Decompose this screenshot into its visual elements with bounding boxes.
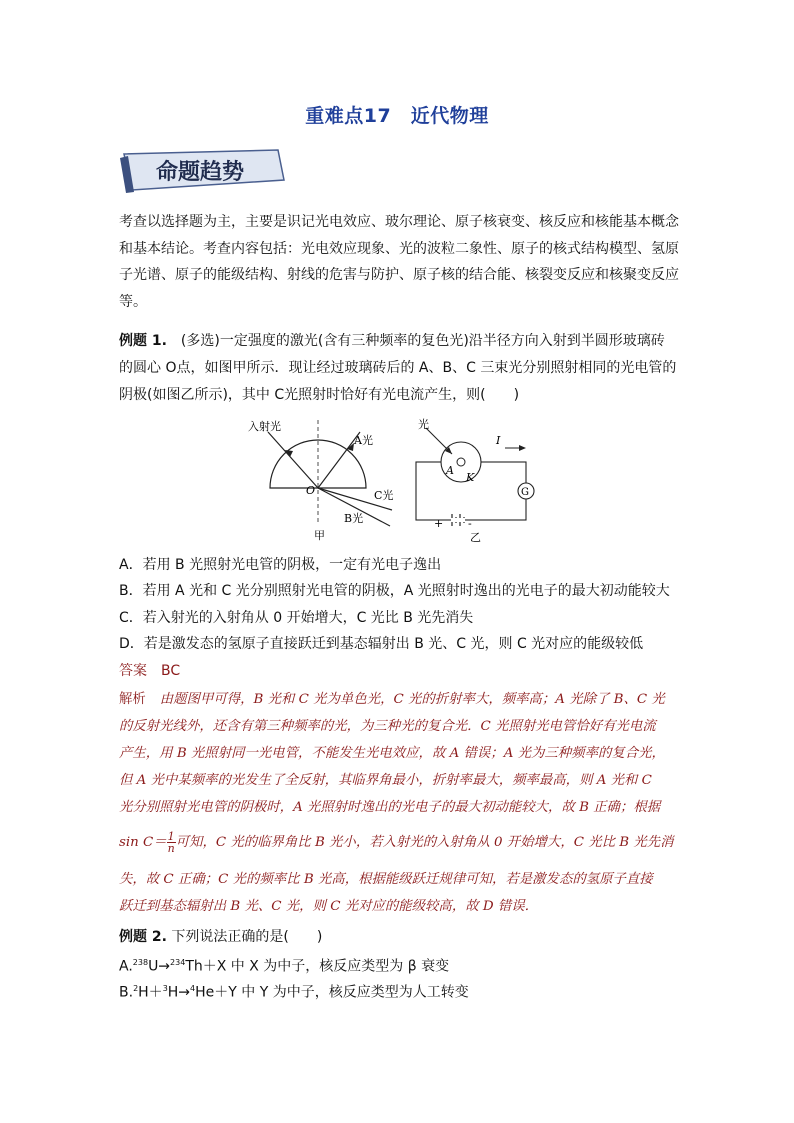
opt-b-mass1: 2 bbox=[133, 984, 139, 993]
opt-a-rest: Th＋X 中 X 为中子，核反应类型为 β 衰变 bbox=[185, 958, 450, 975]
example1-line1 bbox=[119, 331, 679, 351]
example1-figure bbox=[240, 414, 570, 544]
answer-line bbox=[119, 661, 679, 681]
solution-formula-post: 可知，C 光的临界角比 B 光小，若入射光的入射角从 0 开始增大，C 光比 B 光先消 bbox=[175, 835, 674, 850]
solution-line6 bbox=[119, 829, 679, 856]
example1-label: 例题 1. bbox=[119, 333, 167, 349]
solution-line4: 但 A 光中某频率的光发生了全反射，其临界角最小，折射率最大，频率最高，则 A 光和 C bbox=[119, 773, 652, 788]
opt-b-prefix: B. bbox=[119, 984, 134, 1001]
label-b-light: B光 bbox=[344, 512, 364, 525]
caption-yi: 乙 bbox=[470, 531, 481, 544]
option-b: B．若用 A 光和 C 光分别照射光电管的阴极，A 光照射时逸出的光电子的最大初动能较大 bbox=[119, 583, 670, 599]
opt-b-mass2: 3 bbox=[162, 984, 168, 993]
label-light: 光 bbox=[418, 418, 429, 431]
option-c: C．若入射光的入射角从 0 开始增大，C 光比 B 光先消失 bbox=[119, 610, 474, 626]
solution-label: 解析 bbox=[119, 692, 146, 707]
example1-line3: 阴极(如图乙所示)，其中 C光照射时恰好有光电流产生，则( ) bbox=[119, 387, 520, 403]
option-d: D．若是激发态的氢原子直接跃迁到基态辐射出 B 光、C 光，则 C 光对应的能级较低 bbox=[119, 636, 644, 652]
example1-stem: (多选)一定强度的激光(含有三种频率的复色光)沿半径方向入射到半圆形玻璃砖 bbox=[166, 333, 665, 349]
solution-line1 bbox=[119, 686, 679, 713]
opt-a-mass2: 234 bbox=[170, 958, 186, 967]
label-k: K bbox=[466, 471, 475, 484]
label-g: G bbox=[521, 487, 529, 498]
solution-line3: 产生，用 B 光照射同一光电管，不能发生光电效应，故 A 错误；A 光为三种频率的复合光， bbox=[119, 746, 665, 761]
label-c-light: C光 bbox=[374, 489, 394, 502]
option-a: A．若用 B 光照射光电管的阴极，一定有光电子逸出 bbox=[119, 557, 442, 573]
example2-label: 例题 2. bbox=[119, 929, 167, 945]
label-anode: A bbox=[446, 464, 454, 477]
opt-a-prefix: A. bbox=[119, 958, 133, 975]
answer-label: 答案 bbox=[119, 663, 147, 679]
solution-line2: 的反射光线外，还含有第三种频率的光，为三种光的复合光．C 光照射光电管恰好有光电流 bbox=[119, 719, 656, 734]
label-minus: - bbox=[468, 517, 472, 530]
caption-jia: 甲 bbox=[314, 529, 325, 542]
example2-stem: 下列说法正确的是( ) bbox=[171, 929, 323, 945]
example2-line bbox=[119, 927, 679, 947]
label-a-light: A光 bbox=[354, 434, 373, 447]
solution-fraction bbox=[167, 831, 176, 854]
opt-a-mass1: 238 bbox=[132, 958, 149, 967]
solution-line7: 失，故 C 正确；C 光的频率比 B 光高，根据能级跃迁规律可知，若是激发态的氢原子直接 bbox=[119, 872, 653, 887]
opt-b-mass3: 4 bbox=[190, 984, 196, 993]
intro-paragraph: 考查以选择题为主，主要是识记光电效应、玻尔理论、原子核衰变、核反应和核能基本概念和基本结论。考查内容包括：光电效应现象、光的波粒二象性、原子的核式结构模型、氢原子光谱、原子的能级结构、射线的危害与防护、原子核的结合能、核裂变反应和核聚变反应等。 bbox=[119, 214, 679, 310]
answer-value: BC bbox=[161, 663, 181, 679]
fraction-denominator: n bbox=[167, 842, 175, 855]
opt-a-mid: U→ bbox=[148, 958, 171, 975]
opt-b-mid2: H→ bbox=[167, 984, 191, 1001]
page-title: 重难点17 近代物理 bbox=[305, 105, 489, 127]
opt-b-mid1: H＋ bbox=[138, 984, 163, 1001]
solution-line8: 跃迁到基态辐射出 B 光、C 光，则 C 光对应的能级较高，故 D 错误． bbox=[119, 899, 539, 914]
label-i: I bbox=[496, 434, 501, 447]
label-incident: 入射光 bbox=[248, 420, 281, 433]
example2-option-a bbox=[119, 953, 679, 977]
banner-text: 命题趋势 bbox=[155, 159, 245, 185]
solution-text-1: 由题图甲可得，B 光和 C 光为单色光，C 光的折射率大，频率高；A 光除了 B、C 光 bbox=[159, 692, 665, 707]
fraction-numerator: 1 bbox=[167, 830, 175, 843]
solution-formula-pre: sin C＝ bbox=[119, 835, 167, 850]
section-banner bbox=[118, 146, 288, 196]
solution-line5: 光分别照射光电管的阴极时，A 光照射时逸出的光电子的最大初动能较大，故 B 正确；根据 bbox=[119, 800, 661, 815]
label-o: O bbox=[306, 484, 316, 497]
opt-b-rest: He＋Y 中 Y 为中子，核反应类型为人工转变 bbox=[195, 984, 469, 1001]
example2-option-b bbox=[119, 979, 679, 1003]
example1-line2: 的圆心 O点，如图甲所示．现让经过玻璃砖后的 A、B、C 三束光分别照射相同的光电管的 bbox=[119, 360, 677, 376]
label-plus: + bbox=[434, 517, 444, 530]
